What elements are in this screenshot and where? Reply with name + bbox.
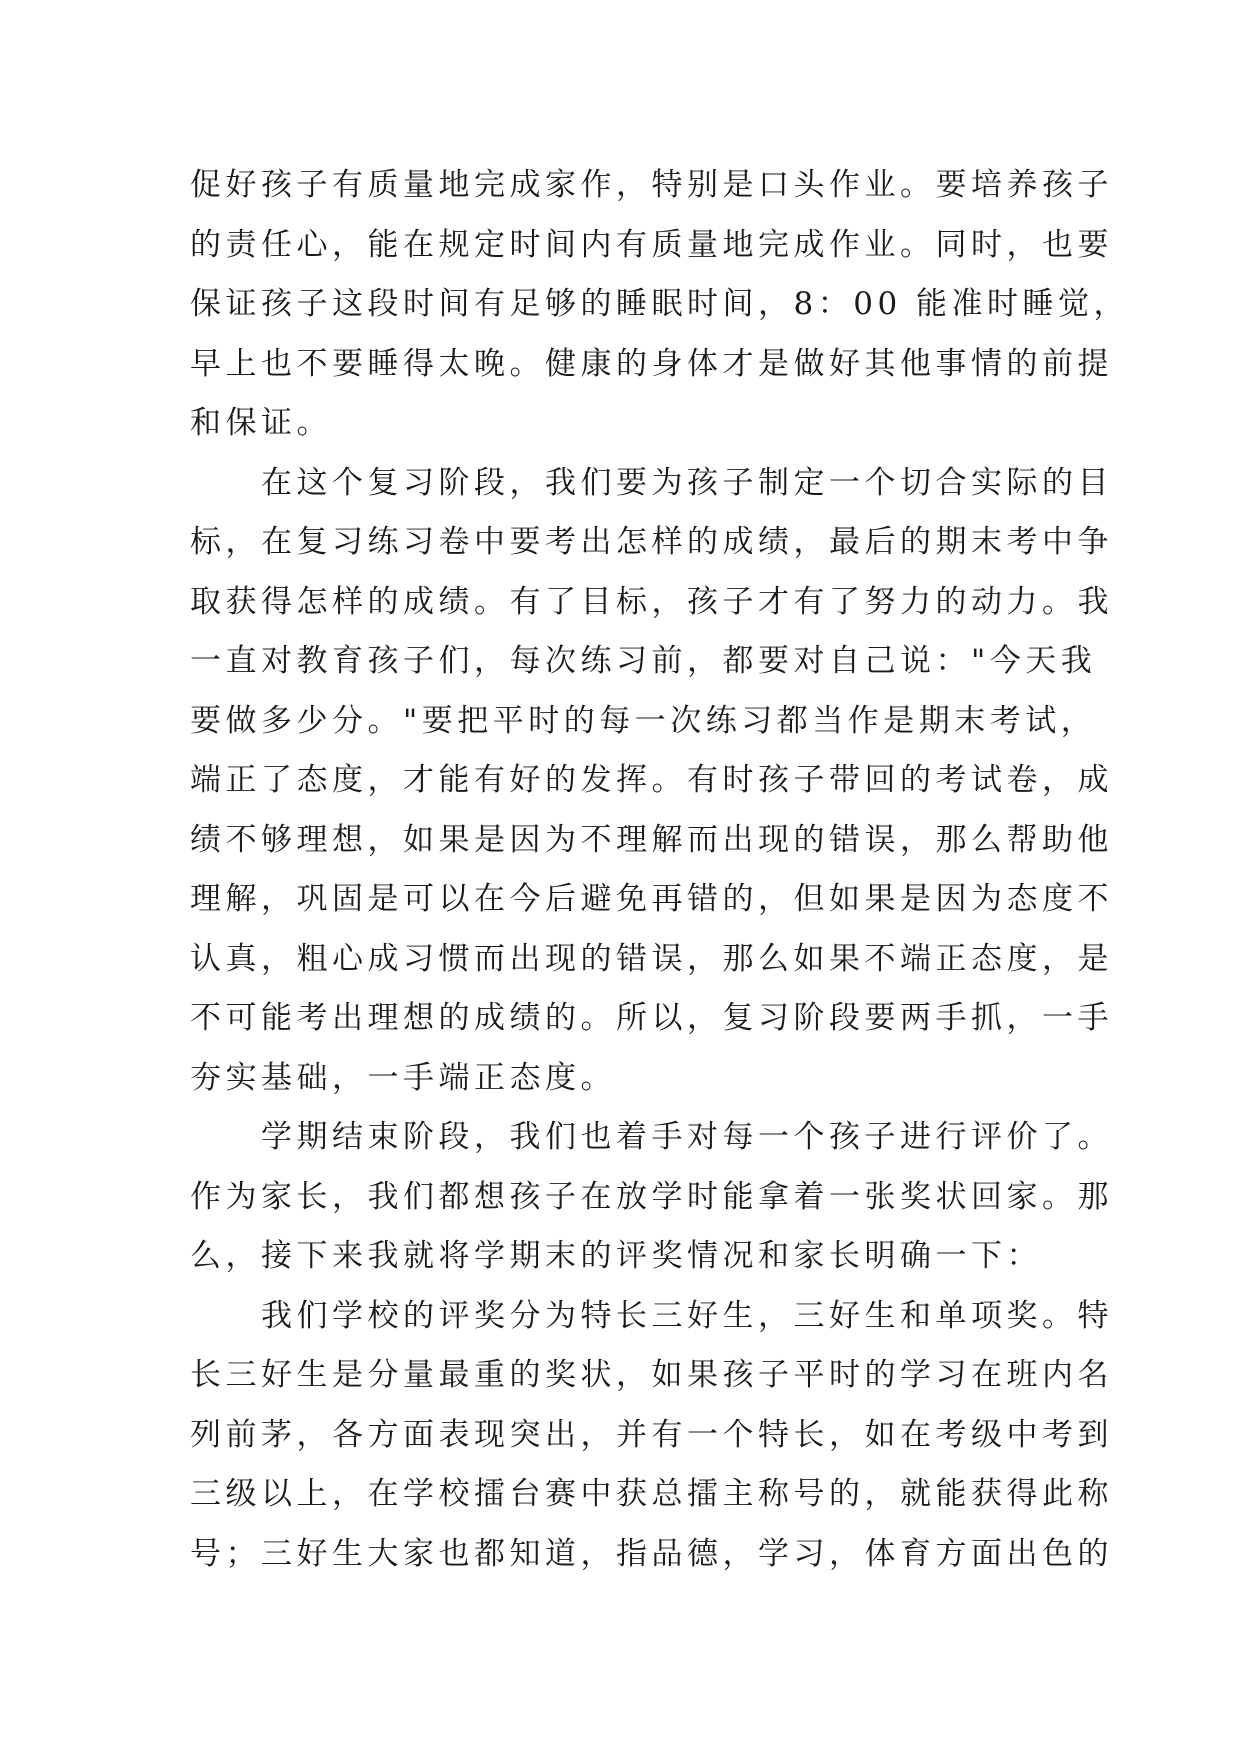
text-line: 取获得怎样的成绩。有了目标，孩子才有了努力的动力。我 [190, 583, 1113, 620]
paragraph-start-line: 我们学校的评奖分为特长三好生，三好生和单项奖。特 [190, 1297, 1113, 1334]
text-line: 列前茅，各方面表现突出，并有一个特长，如在考级中考到 [190, 1416, 1113, 1453]
paragraph-start-line: 在这个复习阶段，我们要为孩子制定一个切合实际的目 [190, 464, 1113, 501]
text-line: 一直对教育孩子们，每次练习前，都要对自己说："今天我 [190, 643, 1097, 679]
text-line: 端正了态度，才能有好的发挥。有时孩子带回的考试卷，成 [190, 762, 1113, 798]
text-line: 三级以上，在学校擂台赛中获总擂主称号的，就能获得此称 [190, 1476, 1113, 1512]
text-line: 长三好生是分量最重的奖状，如果孩子平时的学习在班内名 [190, 1357, 1113, 1393]
text-line: 绩不够理想，如果是因为不理解而出现的错误，那么帮助他 [190, 821, 1113, 858]
text-line: 和保证。 [190, 405, 332, 441]
text-line: 夯实基础，一手端正态度。 [190, 1059, 616, 1096]
text-line: 标，在复习练习卷中要考出怎样的成绩，最后的期末考中争 [190, 524, 1113, 560]
text-line: 理解，巩固是可以在今后避免再错的，但如果是因为态度不 [190, 881, 1113, 917]
document-body [190, 165, 1130, 1574]
text-line: 保证孩子这段时间有足够的睡眠时间，8：00 能准时睡觉， [190, 286, 1130, 322]
paragraph-start-line: 学期结束阶段，我们也着手对每一个孩子进行评价了。 [190, 1119, 1113, 1155]
text-line: 要做多少分。"要把平时的每一次练习都当作是期末考试， [190, 702, 1097, 739]
text-line: 号；三好生大家也都知道，指品德，学习，体育方面出色的 [190, 1535, 1113, 1572]
text-line: 认真，粗心成习惯而出现的错误，那么如果不端正态度，是 [190, 940, 1113, 977]
text-line: 的责任心，能在规定时间内有质量地完成作业。同时，也要 [190, 226, 1113, 263]
text-line: 作为家长，我们都想孩子在放学时能拿着一张奖状回家。那 [190, 1178, 1113, 1215]
text-line: 不可能考出理想的成绩的。所以，复习阶段要两手抓，一手 [190, 1000, 1113, 1036]
text-line: 么，接下来我就将学期末的评奖情况和家长明确一下： [190, 1238, 1042, 1274]
text-line: 早上也不要睡得太晚。健康的身体才是做好其他事情的前提 [190, 345, 1113, 382]
text-line: 促好孩子有质量地完成家作，特别是口头作业。要培养孩子 [190, 167, 1113, 203]
